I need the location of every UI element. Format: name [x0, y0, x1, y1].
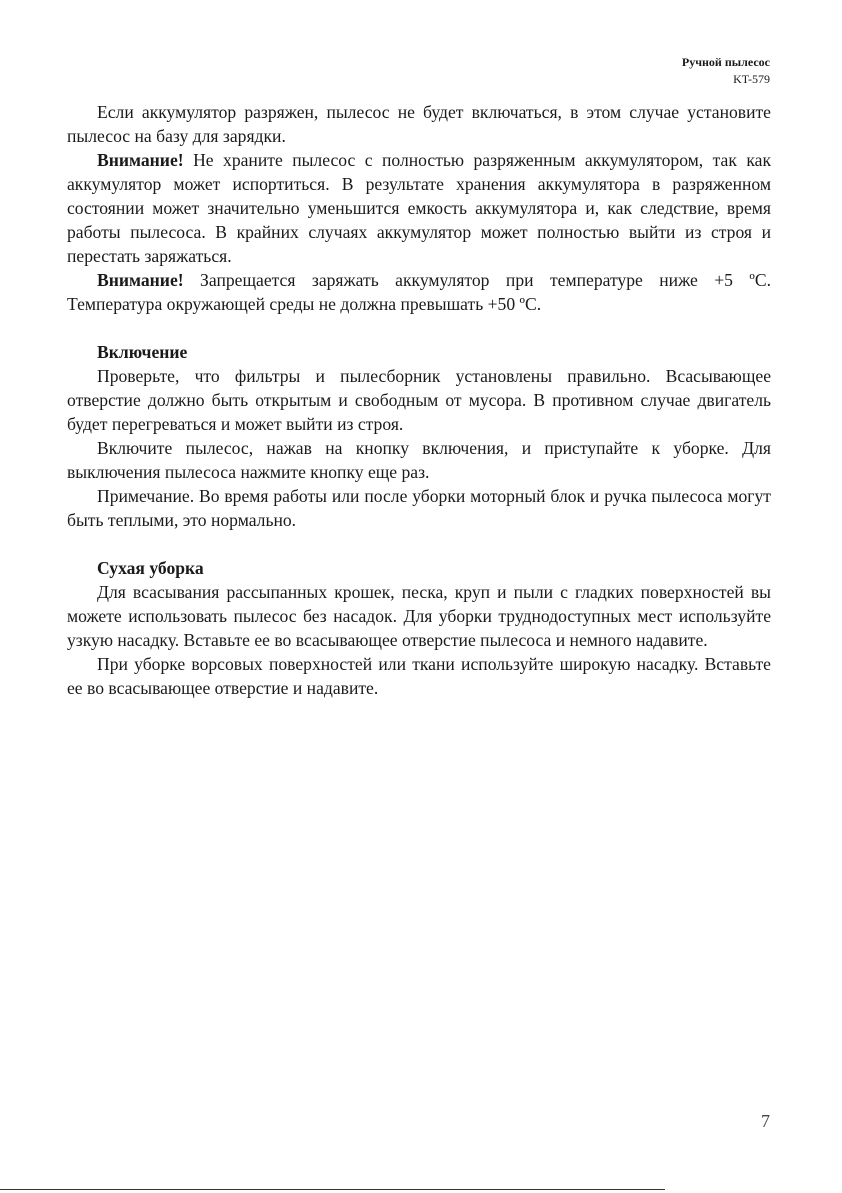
paragraph-warning-temperature — [67, 268, 771, 316]
paragraph-wide-nozzle: При уборке ворсовых поверхностей или ткани используйте широкую насадку. Вставьте ее во всасывающее отверстие и надавите. — [67, 654, 771, 698]
warning-label: Внимание! — [97, 150, 184, 170]
warning-text: Запрещается заряжать аккумулятор при температуре ниже +5 ºС. Температура окружающей среды не должна превышать +50 ºС. — [67, 270, 771, 314]
warning-label: Внимание! — [97, 270, 184, 290]
document-body — [67, 100, 771, 700]
paragraph-check-filters: Проверьте, что фильтры и пылесборник установлены правильно. Всасывающее отверстие должно быть открытым и свободным от мусора. В противном случае двигатель будет перегреваться и может выйти из строя. — [67, 366, 771, 434]
paragraph-switch-on: Включите пылесос, нажав на кнопку включения, и приступайте к уборке. Для выключения пылесоса нажмите кнопку еще раз. — [67, 438, 771, 482]
paragraph-narrow-nozzle: Для всасывания рассыпанных крошек, песка, круп и пыли с гладких поверхностей вы можете использовать пылесос без насадок. Для уборки труднодоступных мест используйте узкую насадку. Вставьте ее во всасывающее отверстие пылесоса и немного надавите. — [67, 582, 771, 650]
page-header — [682, 54, 770, 88]
product-name: Ручной пылесос — [681, 55, 770, 69]
bottom-divider — [0, 1189, 665, 1190]
paragraph-battery-discharged: Если аккумулятор разряжен, пылесос не будет включаться, в этом случае установите пылесос на базу для зарядки. — [67, 102, 771, 146]
section-title-dry-cleaning: Сухая уборка — [97, 558, 204, 578]
warning-text: Не храните пылесос с полностью разряженным аккумулятором, так как аккумулятор может испортиться. В результате хранения аккумулятора в разряженном состоянии может значительно уменьшится емкость аккумулятора и, как следствие, время работы пылесоса. В крайних случаях аккумулятор может полностью выйти из строя и перестать заряжаться. — [67, 150, 771, 266]
paragraph-note-warm: Примечание. Во время работы или после уборки моторный блок и ручка пылесоса могут быть теплыми, это нормально. — [67, 486, 771, 530]
model-number: KT-579 — [733, 72, 770, 86]
paragraph-warning-storage — [67, 148, 771, 268]
page-number: 7 — [761, 1111, 770, 1131]
section-title-power-on: Включение — [97, 342, 188, 362]
